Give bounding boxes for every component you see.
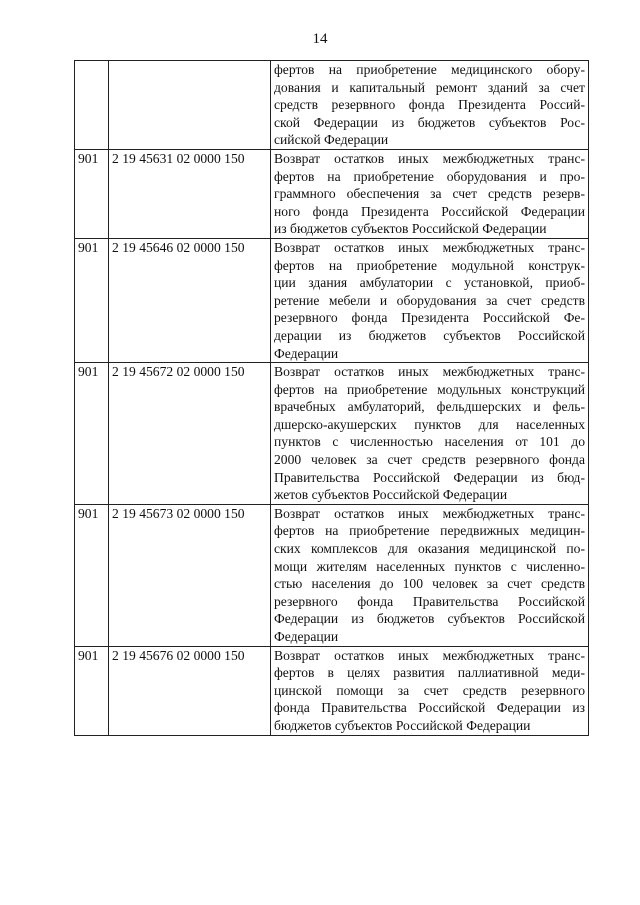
description-line: средств резервного фонда Президента Россий- <box>274 97 585 113</box>
admin-code-cell <box>75 61 109 150</box>
description-line: фонда Правительства Российской Федерации из <box>274 700 585 716</box>
description-line: граммного обеспечения за счет средств резерв- <box>274 186 585 202</box>
admin-code-cell: 901 <box>75 504 109 646</box>
table-row <box>75 504 589 646</box>
description-line: стью населения до 100 человек за счет средств <box>274 576 585 592</box>
table-row <box>75 238 589 362</box>
description-line: дшерско-акушерских пунктов для населенных <box>274 416 585 432</box>
description-line: дования и капитальный ремонт зданий за счет <box>274 79 585 95</box>
budget-classification-code-cell: 2 19 45631 02 0000 150 <box>109 149 271 238</box>
budget-codes-table <box>74 60 589 736</box>
table-row <box>75 61 589 150</box>
table-row <box>75 646 589 735</box>
description-line: Возврат остатков иных межбюджетных транс- <box>274 647 585 663</box>
description-line: фертов на приобретение модульных конструкций <box>274 381 585 397</box>
admin-code-cell: 901 <box>75 363 109 505</box>
description-cell <box>271 504 589 646</box>
description-cell <box>271 61 589 150</box>
admin-code-cell: 901 <box>75 149 109 238</box>
budget-classification-code-cell <box>109 61 271 150</box>
budget-classification-code-cell: 2 19 45673 02 0000 150 <box>109 504 271 646</box>
description-line: цинской помощи за счет средств резервного <box>274 682 585 698</box>
description-line: фертов на приобретение медицинского обору- <box>274 62 585 77</box>
description-line: дерации из бюджетов субъектов Российской <box>274 327 585 343</box>
description-line: фертов на приобретение оборудования и про- <box>274 168 585 184</box>
description-line: Федерации <box>274 629 339 644</box>
description-line: фертов в целях развития паллиативной меди- <box>274 665 585 681</box>
description-line: фертов на приобретение модульной конструк- <box>274 257 585 273</box>
description-cell <box>271 363 589 505</box>
description-line: врачебных амбулаторий, фельдшерских и фель- <box>274 399 585 415</box>
table-row <box>75 149 589 238</box>
description-line: ции здания амбулатории с установкой, приоб- <box>274 275 585 291</box>
description-line: сийской Федерации <box>274 132 389 148</box>
description-line: Возврат остатков иных межбюджетных транс- <box>274 364 585 380</box>
description-cell <box>271 149 589 238</box>
description-cell <box>271 238 589 362</box>
description-line: ской Федерации из бюджетов субъектов Рос- <box>274 114 585 130</box>
description-line: бюджетов субъектов Российской Федерации <box>274 717 531 733</box>
budget-classification-code-cell: 2 19 45676 02 0000 150 <box>109 646 271 735</box>
description-line: Возврат остатков иных межбюджетных транс- <box>274 505 585 521</box>
description-line: жетов субъектов Российской Федерации <box>274 487 508 503</box>
description-line: Правительства Российской Федерации из бюд- <box>274 469 585 485</box>
table-row <box>75 363 589 505</box>
description-line: резервного фонда Правительства Российской <box>274 593 585 609</box>
page-number: 14 <box>312 31 328 47</box>
description-line: мощи жителям населенных пунктов с численно- <box>274 558 585 574</box>
description-line: Возврат остатков иных межбюджетных транс- <box>274 150 585 166</box>
description-line: пунктов с численностью населения от 101 до <box>274 434 585 450</box>
description-line: 2000 человек за счет средств резервного фонда <box>274 452 585 468</box>
budget-classification-code-cell: 2 19 45672 02 0000 150 <box>109 363 271 505</box>
description-line: ских комплексов для оказания медицинской по- <box>274 541 585 557</box>
description-line: Федерации из бюджетов субъектов Российской <box>274 611 585 627</box>
table-body <box>75 61 589 736</box>
description-line: Федерации <box>274 345 339 361</box>
description-line: ного фонда Президента Российской Федерации <box>274 203 585 219</box>
budget-classification-code-cell: 2 19 45646 02 0000 150 <box>109 238 271 362</box>
description-cell <box>271 646 589 735</box>
description-line: из бюджетов субъектов Российской Федерации <box>274 221 547 237</box>
description-line: Возврат остатков иных межбюджетных транс- <box>274 239 585 255</box>
description-line: ретение мебели и оборудования за счет средств <box>274 292 585 308</box>
description-line: резервного фонда Президента Российской Фе- <box>274 310 585 326</box>
description-line: фертов на приобретение передвижных медицин- <box>274 523 585 539</box>
admin-code-cell: 901 <box>75 646 109 735</box>
admin-code-cell: 901 <box>75 238 109 362</box>
